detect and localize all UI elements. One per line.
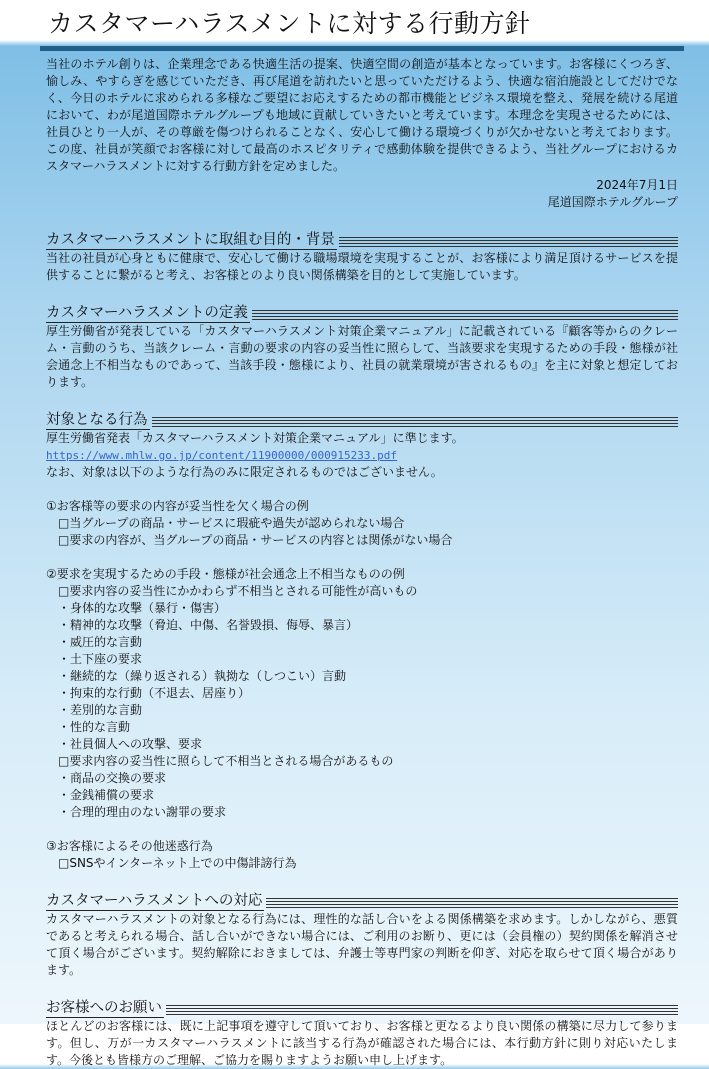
heading-rule xyxy=(339,237,678,247)
list-item: ・商品の交換の要求 xyxy=(58,771,167,785)
purpose-body: 当社の社員が心身ともに健康で、安心して働ける職場環境を実現することが、お客様により満足頂けるサービスを提供することに繋がると考え、お客様とのより良い関係構築を目的として実施しています。 xyxy=(46,251,678,282)
target-line2: なお、対象は以下のような行為のみに限定されるものではございません。 xyxy=(46,465,443,479)
heading-rule xyxy=(266,898,678,908)
heading-text: カスタマーハラスメントの定義 xyxy=(46,305,248,321)
list-item: ・拘束的な行動（不退去、居座り） xyxy=(58,686,251,700)
list-item: ・精神的な攻撃（脅迫、中傷、名誉毀損、侮辱、暴言） xyxy=(58,618,359,632)
heading-text: お客様へのお願い xyxy=(46,1000,162,1016)
target-line1: 厚生労働省発表「カスタマーハラスメント対策企業マニュアル」に準じます。 xyxy=(46,431,464,445)
group2-sub1: □要求内容の妥当性にかかわらず不相当とされる可能性が高いもの xyxy=(58,584,418,598)
response-body: カスタマーハラスメントの対象となる行為には、理性的な話し合いをよる関係構築を求めます。しかしながら、悪質であると考えられる場合、話し合いができない場合には、ご利用のお断り、更には（会員権の）契約関係を解消させて頂く場合がございます。契約解除におきましては、弁護士等専門家の判断を仰ぎ、対応を取らせて頂く場合があります。 xyxy=(46,912,678,977)
list-item: ・合理的理由のない謝罪の要求 xyxy=(58,805,227,819)
list-item: ・威圧的な言動 xyxy=(58,635,143,649)
section-heading-request xyxy=(46,1000,678,1018)
list-item: □当グループの商品・サービスに瑕疵や過失が認められない場合 xyxy=(58,516,405,530)
list-item: ・性的な言動 xyxy=(58,720,131,734)
group1-title: ①お客様等の要求の内容が妥当性を欠く場合の例 xyxy=(46,499,309,513)
manual-url-link[interactable]: https://www.mhlw.go.jp/content/11900000/000915233.pdf xyxy=(46,449,397,462)
heading-rule xyxy=(152,417,679,427)
date-signature-block xyxy=(46,177,678,211)
heading-rule xyxy=(166,1005,678,1015)
list-item: □要求の内容が、当グループの商品・サービスの内容とは関係がない場合 xyxy=(58,533,453,547)
organization-name: 尾道国際ホテルグループ xyxy=(547,195,678,209)
list-item: ・継続的な（繰り返される）執拗な（しつこい）言動 xyxy=(58,669,347,683)
request-body: ほとんどのお客様には、既に上記事項を遵守して頂いており、お客様と更なるより良い関係の構築に尽力して参ります。但し、万が一カスタマーハラスメントに該当する行為が確認された場合には、本行動方針に則り対応いたします。今後とも皆様方のご理解、ご協力を賜りますようお願い申し上げます。 xyxy=(46,1019,678,1067)
section-heading-purpose xyxy=(46,232,678,250)
group2-sub2: □要求内容の妥当性に照らして不相当とされる場合があるもの xyxy=(58,754,394,768)
list-item: ・社員個人への攻撃、要求 xyxy=(58,737,203,751)
page-title: カスタマーハラスメントに対する行動方針 xyxy=(48,9,531,38)
group3-title: ③お客様によるその他迷惑行為 xyxy=(46,839,213,853)
list-item: □SNSやインターネット上での中傷誹謗行為 xyxy=(58,856,297,870)
list-item: ・差別的な言動 xyxy=(58,703,143,717)
title-underline-bar xyxy=(40,46,684,51)
section-heading-response xyxy=(46,893,678,911)
section-heading-definition xyxy=(46,305,678,323)
list-item: ・身体的な攻撃（暴行・傷害） xyxy=(58,601,227,615)
list-item: ・土下座の要求 xyxy=(58,652,143,666)
definition-body: 厚生労働省が発表している「カスタマーハラスメント対策企業マニュアル」に記載されている『顧客等からのクレーム・言動のうち、当該クレーム・言動の要求の内容の妥当性に照らして、当該要求を実現するための手段・態様が社会通念上不相当なものであって、当該手段・態様により、社員の就業環境が害されるもの』を主に対象と想定しております。 xyxy=(46,324,678,389)
heading-text: 対象となる行為 xyxy=(46,412,148,428)
heading-text: カスタマーハラスメントへの対応 xyxy=(46,893,263,909)
intro-paragraph: 当社のホテル創りは、企業理念である快適生活の提案、快適空間の創造が基本となっています。お客様にくつろぎ、愉しみ、やすらぎを感じていただき、再び尾道を訪れたいと思っていただけるよう、快適な宿泊施設としてだけでなく、今日のホテルに求められる多様なご要望にお応えするための都市機能とビジネス環境を整え、発展を続ける尾道において、わが尾道国際ホテルグループも地域に貢献していきたいと考えています。本理念を実現させるためには、社員ひとり一人が、その尊厳を傷つけられることなく、安心して働ける環境づくりが欠かせないと考えております。この度、社員が笑顔でお客様に対して最高のホスピタリティで感動体験を提供できるよう、当社グループにおけるカスタマーハラスメントに対する行動方針を定めました。 xyxy=(46,57,678,173)
group2-title: ②要求を実現するための手段・態様が社会通念上不相当なものの例 xyxy=(46,567,405,581)
list-item: ・金銭補償の要求 xyxy=(58,788,155,802)
document-date: 2024年7月1日 xyxy=(596,178,678,192)
heading-text: カスタマーハラスメントに取組む目的・背景 xyxy=(46,232,335,248)
heading-rule xyxy=(252,310,678,320)
section-heading-target xyxy=(46,412,678,430)
document-body xyxy=(46,56,678,1069)
